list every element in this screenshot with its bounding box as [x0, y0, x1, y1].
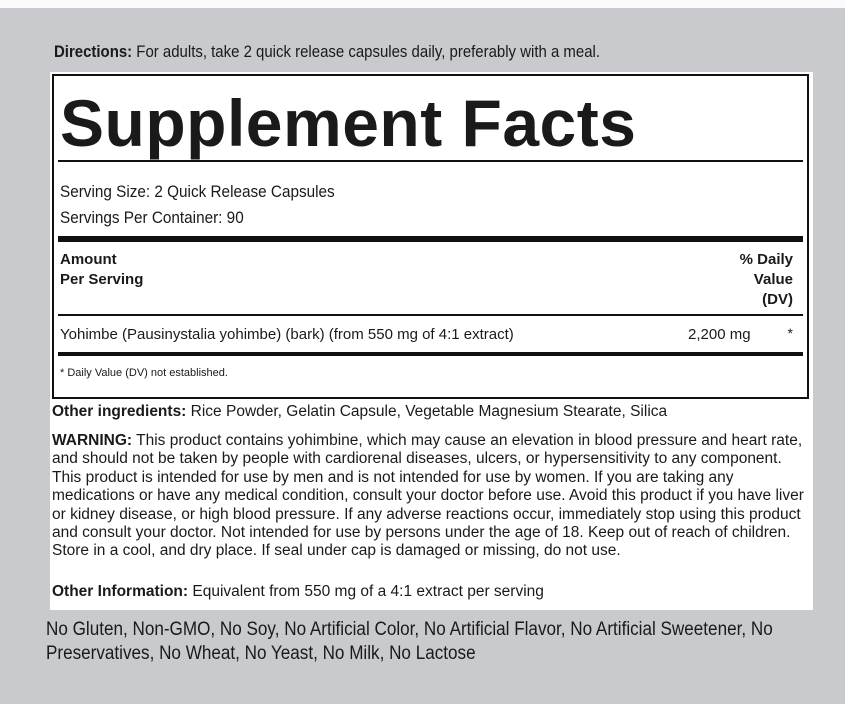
- other-information-text: Equivalent from 550 mg of a 4:1 extract per serving: [192, 583, 544, 600]
- other-information-label: Other Information:: [52, 583, 189, 600]
- dv-footnote: * Daily Value (DV) not established.: [60, 367, 228, 379]
- other-ingredients-text: Rice Powder, Gelatin Capsule, Vegetable Magnesium Stearate, Silica: [190, 403, 668, 420]
- amount-header-line2: Per Serving: [60, 271, 144, 288]
- dv-header: [740, 250, 793, 310]
- divider-medium: [58, 352, 803, 356]
- divider: [58, 160, 803, 162]
- other-ingredients: [52, 403, 809, 421]
- amount-header: [60, 250, 143, 290]
- supplement-facts-box: [52, 74, 809, 399]
- directions-label: Directions:: [54, 42, 133, 61]
- dv-header-line2: Value: [753, 271, 793, 288]
- ingredient-name: Yohimbe (Pausinystalia yohimbe) (bark) (from 550 mg of 4:1 extract): [60, 326, 514, 343]
- serving-size: Serving Size: 2 Quick Release Capsules: [60, 182, 335, 201]
- divider: [58, 314, 803, 316]
- dv-header-line3: (DV): [762, 291, 793, 308]
- servings-per-container: Servings Per Container: 90: [60, 208, 244, 227]
- amount-header-line1: Amount: [60, 251, 117, 268]
- directions: [54, 42, 732, 62]
- facts-title: Supplement Facts: [60, 86, 637, 160]
- dv-header-line1: % Daily: [739, 251, 793, 268]
- warning: [52, 432, 809, 561]
- warning-label: WARNING:: [52, 432, 133, 449]
- ingredient-amount: 2,200 mg: [688, 326, 751, 343]
- free-from-claims: No Gluten, Non-GMO, No Soy, No Artificial Color, No Artificial Flavor, No Artificial Sweetener, No Preservatives, No Wheat, No Yeast, No Milk, No Lactose: [46, 619, 773, 664]
- other-information: [52, 583, 809, 601]
- warning-text: This product contains yohimbine, which may cause an elevation in blood pressure and heart rate, and should not be taken by people with cardiorenal diseases, ulcers, or hypersensitivity to any component. This product is intended for use by men and is not intended for use by women. If you are taking any medications or have any medical condition, consult your doctor before use. Avoid this product if you have liver or kidney disease, or high blood pressure. If any adverse reactions occur, immediately stop using this product and consult your doctor. Not intended for use by persons under the age of 18. Keep out of reach of children. Store in a cool, and dry place. If seal under cap is damaged or missing, do not use.: [52, 432, 804, 560]
- other-ingredients-label: Other ingredients:: [52, 403, 187, 420]
- divider-thick: [58, 236, 803, 242]
- directions-text: For adults, take 2 quick release capsules daily, preferably with a meal.: [136, 42, 601, 61]
- ingredient-dv: *: [787, 325, 793, 341]
- label-panel: [50, 72, 813, 610]
